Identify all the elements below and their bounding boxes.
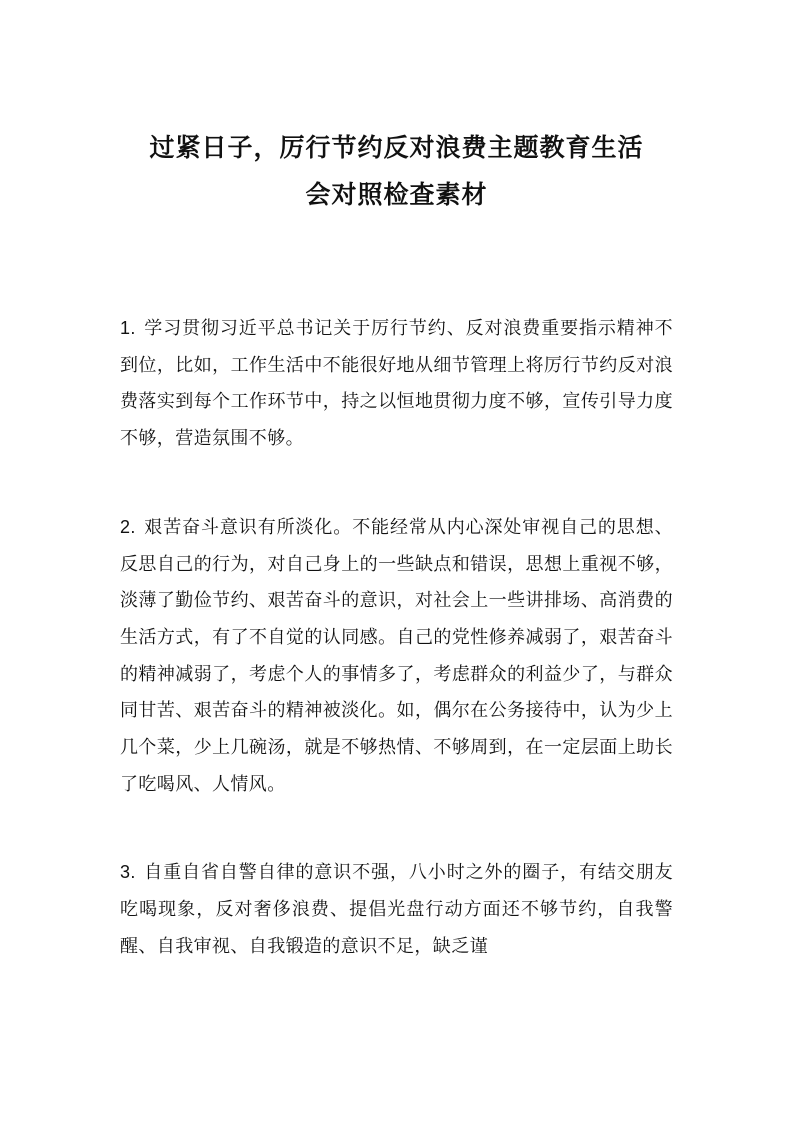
paragraph-number: 3. (120, 862, 136, 883)
paragraph-number: 1. (120, 318, 136, 338)
paragraph-number: 2. (120, 516, 136, 537)
paragraph-text: 自重自省自警自律的意识不强，八小时之外的圈子，有结交朋友吃喝现象，反对奢侈浪费、提倡光盘行动方面还不够节约，自我警醒、自我审视、自我锻造的意识不足，缺乏谨 (120, 862, 673, 957)
document-title (120, 124, 673, 218)
paragraph-1 (120, 310, 673, 458)
paragraph-2 (120, 509, 673, 804)
paragraph-text: 艰苦奋斗意识有所淡化。不能经常从内心深处审视自己的思想、反思自己的行为，对自己身上的一些缺点和错误，思想上重视不够，淡薄了勤俭节约、艰苦奋斗的意识，对社会上一些讲排场、高消费的生活方式，有了不自觉的认同感。自己的党性修养减弱了，艰苦奋斗的精神减弱了，考虑个人的事情多了，考虑群众的利益少了，与群众同甘苦、艰苦奋斗的精神被淡化。如，偶尔在公务接待中，认为少上几个菜，少上几碗汤，就是不够热情、不够周到，在一定层面上助长了吃喝风、人情风。 (120, 516, 673, 795)
paragraph-3 (120, 854, 673, 965)
document-body (120, 310, 673, 966)
title-line-1: 过紧日子，厉行节约反对浪费主题教育生活 (149, 133, 644, 162)
paragraph-text: 学习贯彻习近平总书记关于厉行节约、反对浪费重要指示精神不到位，比如，工作生活中不能很好地从细节管理上将厉行节约反对浪费落实到每个工作环节中，持之以恒地贯彻力度不够，宣传引导力度不够，营造氛围不够。 (120, 318, 673, 450)
title-line-2: 会对照检查素材 (305, 180, 488, 209)
